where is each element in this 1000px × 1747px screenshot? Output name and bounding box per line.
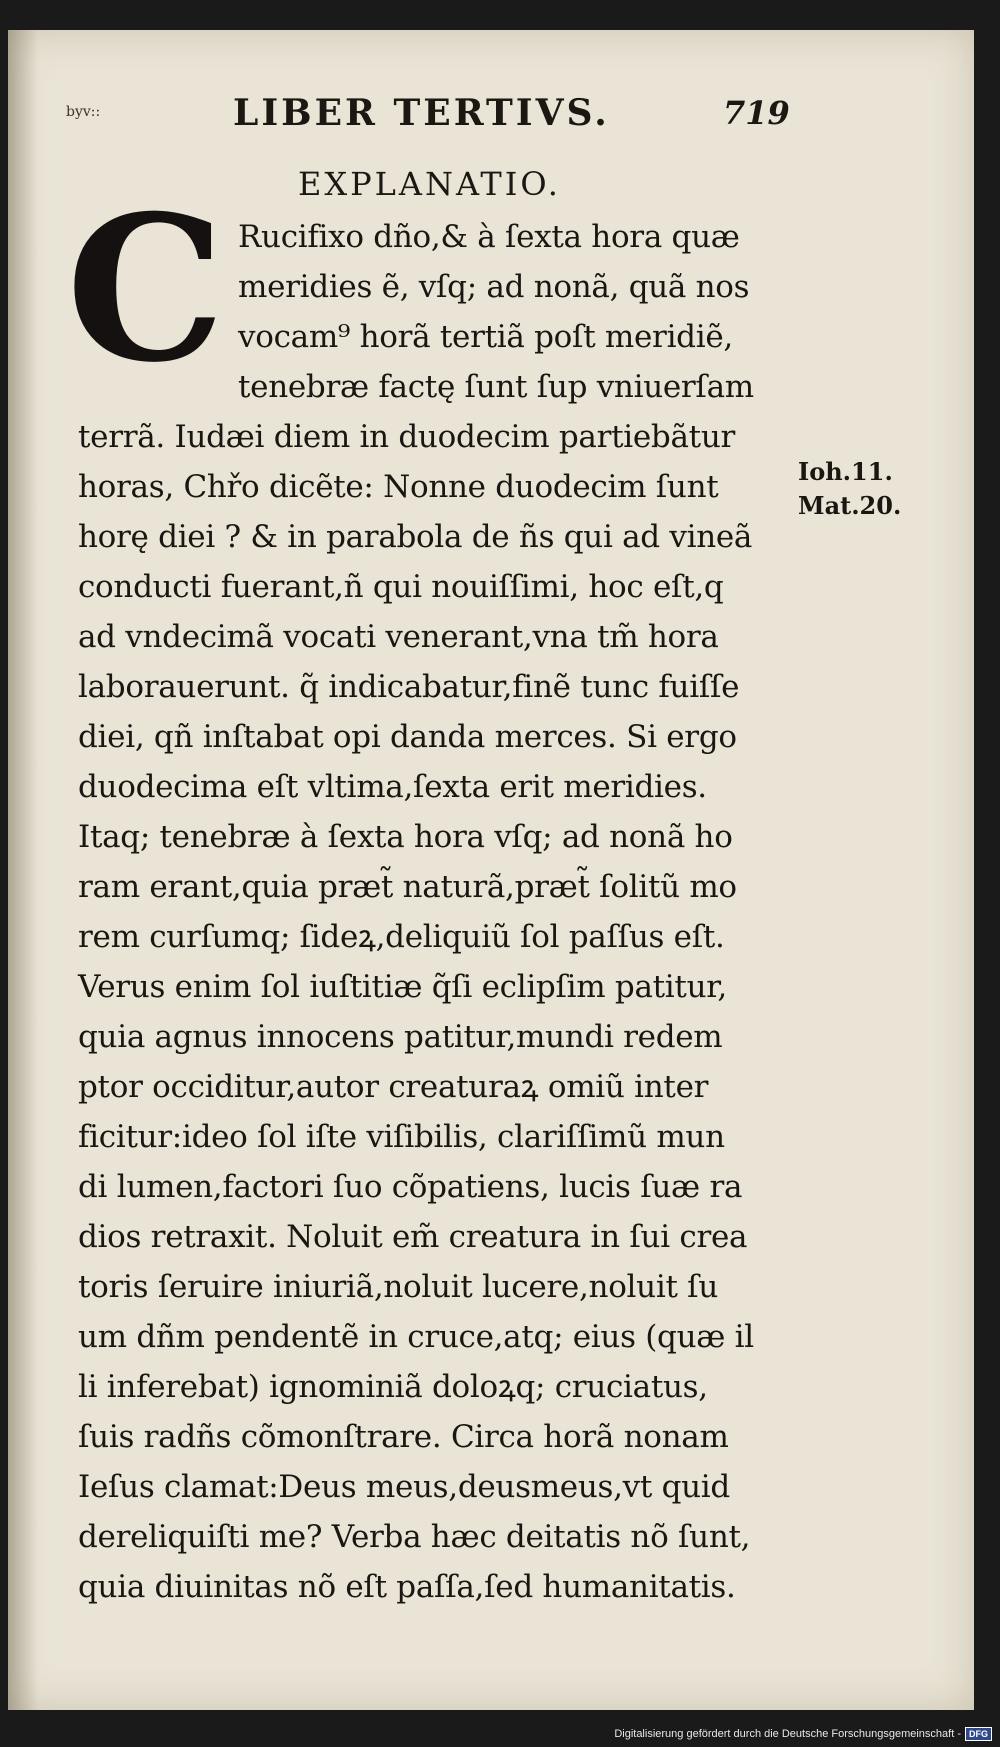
- text-line: conducti fuerant,ñ qui nouiſſimi, hoc eſt,q: [78, 569, 724, 605]
- text-line: toris ſeruire iniuriã,noluit lucere,noluit ſu: [78, 1269, 718, 1305]
- text-line: dereliquiſti me? Verba hæc deitatis nõ ſunt,: [78, 1519, 751, 1555]
- book-page: [8, 30, 974, 1710]
- dfg-logo: DFG: [965, 1727, 992, 1741]
- drop-cap-initial: C: [66, 172, 226, 407]
- text-line: ad vndecimã vocati venerant,vna tm̃ hora: [78, 619, 719, 655]
- text-line: horas, Chřo dicẽte: Nonne duodecim ſunt: [78, 469, 719, 505]
- text-line: tenebræ factę ſunt ſup vniuerſam: [238, 369, 754, 405]
- text-line: diei, qñ inſtabat opi danda merces. Si ergo: [78, 719, 737, 755]
- text-line: ptor occiditur,autor creaturaꝝ omiũ inter: [78, 1069, 709, 1105]
- text-line: ſuis radñs cõmonſtrare. Circa horã nonam: [78, 1419, 729, 1455]
- running-title: LIBER TERTIVS.: [233, 92, 610, 134]
- body-text: [78, 212, 778, 1612]
- spine-shadow: [8, 30, 38, 1710]
- text-line: terrã. Iudæi diem in duodecim partiebãtur: [78, 419, 736, 455]
- digitization-footer: [614, 1725, 992, 1743]
- text-line: ficitur:ideo ſol iſte viſibilis, clariſſimũ mun: [78, 1119, 725, 1155]
- page-number: 719: [723, 94, 790, 132]
- running-mark: byv::: [66, 104, 101, 120]
- text-line: rem curſumq; ſideꝝ,deliquiũ ſol paſſus eſt.: [78, 919, 725, 955]
- text-line: Ieſus clamat:Deus meus,deusmeus,vt quid: [78, 1469, 730, 1505]
- text-line: ram erant,quia præt̃ naturã,præt̃ ſolitũ mo: [78, 869, 737, 905]
- margin-note-john: Ioh.11.: [798, 457, 893, 486]
- text-line: di lumen,factori ſuo cõpatiens, lucis ſuæ ra: [78, 1169, 743, 1205]
- text-line: vocam⁹ horã tertiã poſt meridiẽ,: [238, 319, 733, 355]
- text-line: dios retraxit. Noluit em̃ creatura in ſui crea: [78, 1219, 748, 1255]
- text-line: quia agnus innocens patitur,mundi redem: [78, 1019, 723, 1055]
- text-line: quia diuinitas nõ eſt paſſa,ſed humanitatis.: [78, 1569, 736, 1605]
- footer-credit: Digitalisierung gefördert durch die Deutsche Forschungsgemeinschaft -: [614, 1728, 961, 1740]
- margin-notes: [798, 455, 948, 523]
- margin-note-matthew: Mat.20.: [798, 491, 902, 520]
- text-line: horę diei ? & in parabola de ñs qui ad vineã: [78, 519, 753, 555]
- section-heading: EXPLANATIO.: [298, 165, 561, 203]
- text-line: Rucifixo dño,& à ſexta hora quæ: [238, 219, 740, 255]
- running-header: [8, 92, 974, 142]
- text-line: Itaq; tenebræ à ſexta hora vſq; ad nonã ho: [78, 819, 733, 855]
- text-line: Verus enim ſol iuſtitiæ q̃ſi eclipſim patitur,: [78, 969, 727, 1005]
- text-line: meridies ẽ, vſq; ad nonã, quã nos: [238, 269, 750, 305]
- text-line: um dñm pendentẽ in cruce,atq; eius (quæ il: [78, 1319, 754, 1355]
- text-line: li inferebat) ignominiã doloꝝq; cruciatus,: [78, 1369, 708, 1405]
- text-line: duodecima eſt vltima,ſexta erit meridies.: [78, 769, 707, 805]
- text-line: laborauerunt. q̃ indicabatur,finẽ tunc fuiſſe: [78, 669, 740, 705]
